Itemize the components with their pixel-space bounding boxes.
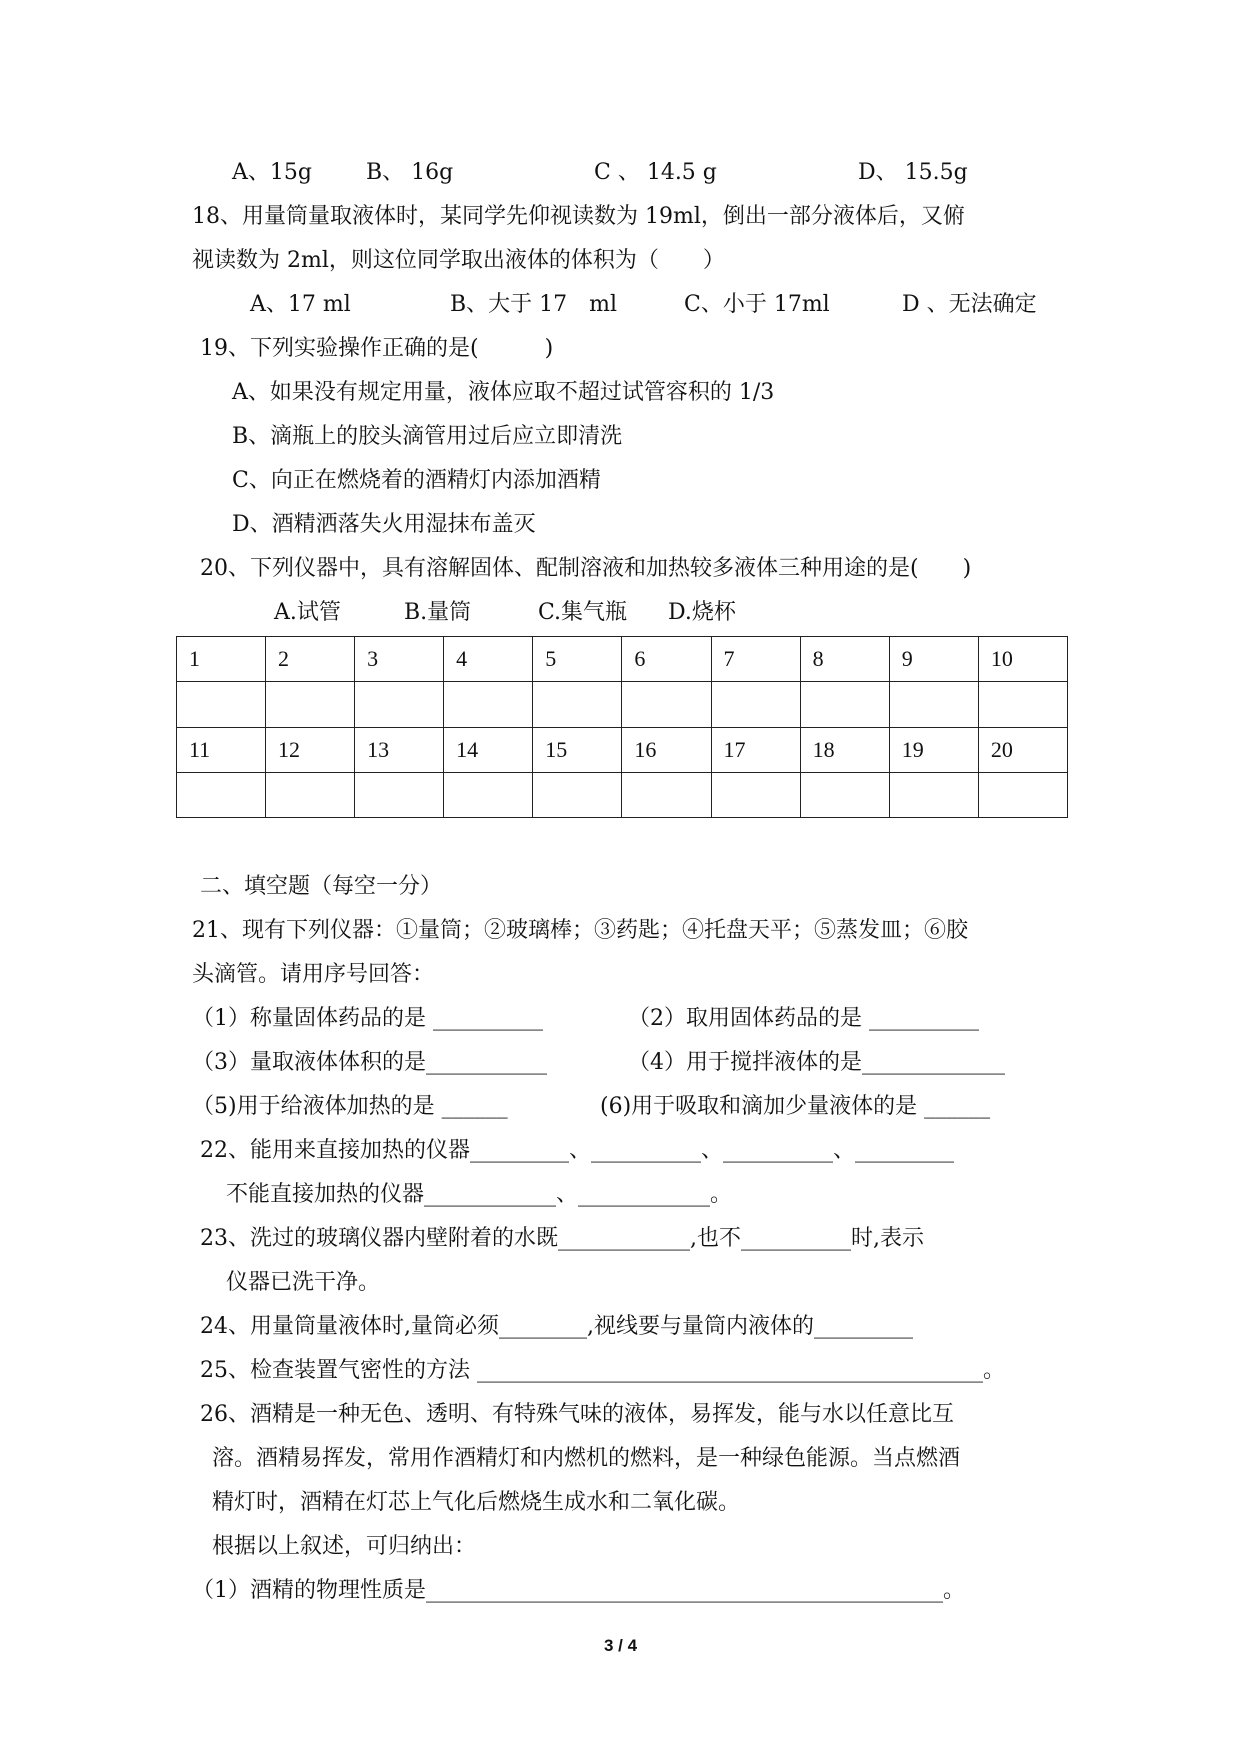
- answer-table-cell: 7: [711, 637, 800, 682]
- q19-option-d: D、酒精洒落失火用湿抹布盖灭: [232, 512, 536, 537]
- q18-line1: 18、用量筒量取液体时，某同学先仰视读数为 19ml，倒出一部分液体后，又俯: [192, 204, 965, 229]
- q20-stem: 20、下列仪器中，具有溶解固体、配制溶液和加热较多液体三种用途的是( ): [200, 556, 972, 581]
- answer-blank-cell[interactable]: [533, 682, 622, 727]
- answer-table-cell: 1: [177, 637, 266, 682]
- answer-blank-cell[interactable]: [978, 682, 1067, 727]
- q26-line2: 溶。酒精易挥发，常用作酒精灯和内燃机的燃料，是一种绿色能源。当点燃酒: [212, 1446, 961, 1471]
- answer-table-cell: 9: [889, 637, 978, 682]
- answer-table-cell: 4: [444, 637, 533, 682]
- q19-option-a: A、如果没有规定用量，液体应取不超过试管容积的 1/3: [232, 380, 775, 405]
- section2-title: 二、填空题（每空一分）: [200, 874, 443, 899]
- answer-table-cell: 18: [800, 727, 889, 772]
- q18-option-a: A、17 ml: [250, 292, 351, 317]
- q20-option-b: B.量筒: [404, 600, 472, 625]
- answer-blank-cell[interactable]: [711, 772, 800, 817]
- q23-line2: 仪器已洗干净。: [226, 1270, 381, 1295]
- q20-option-c: C.集气瓶: [538, 600, 628, 625]
- answer-blank-cell[interactable]: [355, 682, 444, 727]
- answer-blank-cell[interactable]: [889, 772, 978, 817]
- q26-line1: 26、酒精是一种无色、透明、有特殊气味的液体，易挥发，能与水以任意比互: [200, 1402, 954, 1427]
- q18-option-b: B、大于 17 ml: [450, 292, 618, 317]
- q21-line2: 头滴管。请用序号回答：: [192, 962, 435, 987]
- page-number: 3 / 4: [603, 1636, 638, 1655]
- answer-table-cell: 10: [978, 637, 1067, 682]
- q17-option-c: C 、 14.5 g: [594, 160, 717, 185]
- answer-blank-cell[interactable]: [444, 772, 533, 817]
- q19-stem: 19、下列实验操作正确的是( ): [200, 336, 554, 361]
- answer-blank-cell[interactable]: [622, 772, 711, 817]
- answer-table: [176, 636, 1068, 818]
- answer-blank-cell[interactable]: [711, 682, 800, 727]
- answer-table-cell: 14: [444, 727, 533, 772]
- q17-option-d: D、 15.5g: [858, 160, 968, 185]
- q21-part6: (6)用于吸取和滴加少量液体的是 ______: [600, 1094, 991, 1119]
- answer-table-blank-row-1: [177, 682, 1068, 727]
- q21-part1: （1）称量固体药品的是 __________: [192, 1006, 543, 1031]
- answer-blank-cell[interactable]: [533, 772, 622, 817]
- answer-blank-cell[interactable]: [444, 682, 533, 727]
- answer-blank-cell[interactable]: [177, 682, 266, 727]
- q18-option-d: D 、无法确定: [902, 292, 1037, 317]
- answer-table-header-row-1: [177, 637, 1068, 682]
- answer-table-blank-row-2: [177, 772, 1068, 817]
- answer-table-cell: 8: [800, 637, 889, 682]
- answer-table-cell: 2: [265, 637, 354, 682]
- answer-table-cell: 11: [177, 727, 266, 772]
- answer-blank-cell[interactable]: [622, 682, 711, 727]
- answer-table-cell: 20: [978, 727, 1067, 772]
- q26-line5: （1）酒精的物理性质是_______________________________________________。: [192, 1578, 965, 1603]
- q20-option-d: D.烧杯: [668, 600, 736, 625]
- q21-part5: （5)用于给液体加热的是 ______: [192, 1094, 508, 1119]
- q21-line1: 21、现有下列仪器：①量筒；②玻璃棒；③药匙；④托盘天平；⑤蒸发皿；⑥胶: [192, 918, 968, 943]
- answer-blank-cell[interactable]: [800, 772, 889, 817]
- answer-blank-cell[interactable]: [800, 682, 889, 727]
- q26-line3: 精灯时，酒精在灯芯上气化后燃烧生成水和二氧化碳。: [212, 1490, 741, 1515]
- answer-blank-cell[interactable]: [889, 682, 978, 727]
- q23-line1: 23、洗过的玻璃仪器内壁附着的水既____________,也不__________时,表示: [200, 1226, 924, 1251]
- answer-blank-cell[interactable]: [978, 772, 1067, 817]
- q21-part2: （2）取用固体药品的是 __________: [628, 1006, 979, 1031]
- q24-line1: 24、用量筒量液体时,量筒必须________,视线要与量筒内液体的_________: [200, 1314, 913, 1339]
- answer-blank-cell[interactable]: [265, 682, 354, 727]
- q18-line2: 视读数为 2ml，则这位同学取出液体的体积为（ ）: [192, 248, 725, 273]
- q21-part3: （3）量取液体体积的是___________: [192, 1050, 547, 1075]
- q26-line4: 根据以上叙述，可归纳出：: [212, 1534, 477, 1559]
- answer-table-cell: 15: [533, 727, 622, 772]
- q22-line1: 22、能用来直接加热的仪器_________、__________、__________、_________: [200, 1138, 954, 1163]
- answer-blank-cell[interactable]: [177, 772, 266, 817]
- answer-table-cell: 16: [622, 727, 711, 772]
- q19-option-c: C、向正在燃烧着的酒精灯内添加酒精: [232, 468, 601, 493]
- answer-table-cell: 12: [265, 727, 354, 772]
- q25-line1: 25、检查装置气密性的方法 ______________________________________________。: [200, 1358, 1005, 1383]
- q17-option-a: A、15g: [232, 160, 312, 185]
- answer-table-cell: 5: [533, 637, 622, 682]
- q22-line2: 不能直接加热的仪器____________、____________。: [226, 1182, 733, 1207]
- answer-table-cell: 6: [622, 637, 711, 682]
- answer-table-cell: 17: [711, 727, 800, 772]
- q17-option-b: B、 16g: [366, 160, 454, 185]
- answer-table-header-row-2: [177, 727, 1068, 772]
- answer-table-cell: 3: [355, 637, 444, 682]
- answer-blank-cell[interactable]: [265, 772, 354, 817]
- q20-option-a: A.试管: [274, 600, 341, 625]
- answer-table-cell: 13: [355, 727, 444, 772]
- q21-part4: （4）用于搅拌液体的是_____________: [628, 1050, 1005, 1075]
- answer-table-cell: 19: [889, 727, 978, 772]
- answer-blank-cell[interactable]: [355, 772, 444, 817]
- q18-option-c: C、小于 17ml: [684, 292, 830, 317]
- q19-option-b: B、滴瓶上的胶头滴管用过后应立即清洗: [232, 424, 623, 449]
